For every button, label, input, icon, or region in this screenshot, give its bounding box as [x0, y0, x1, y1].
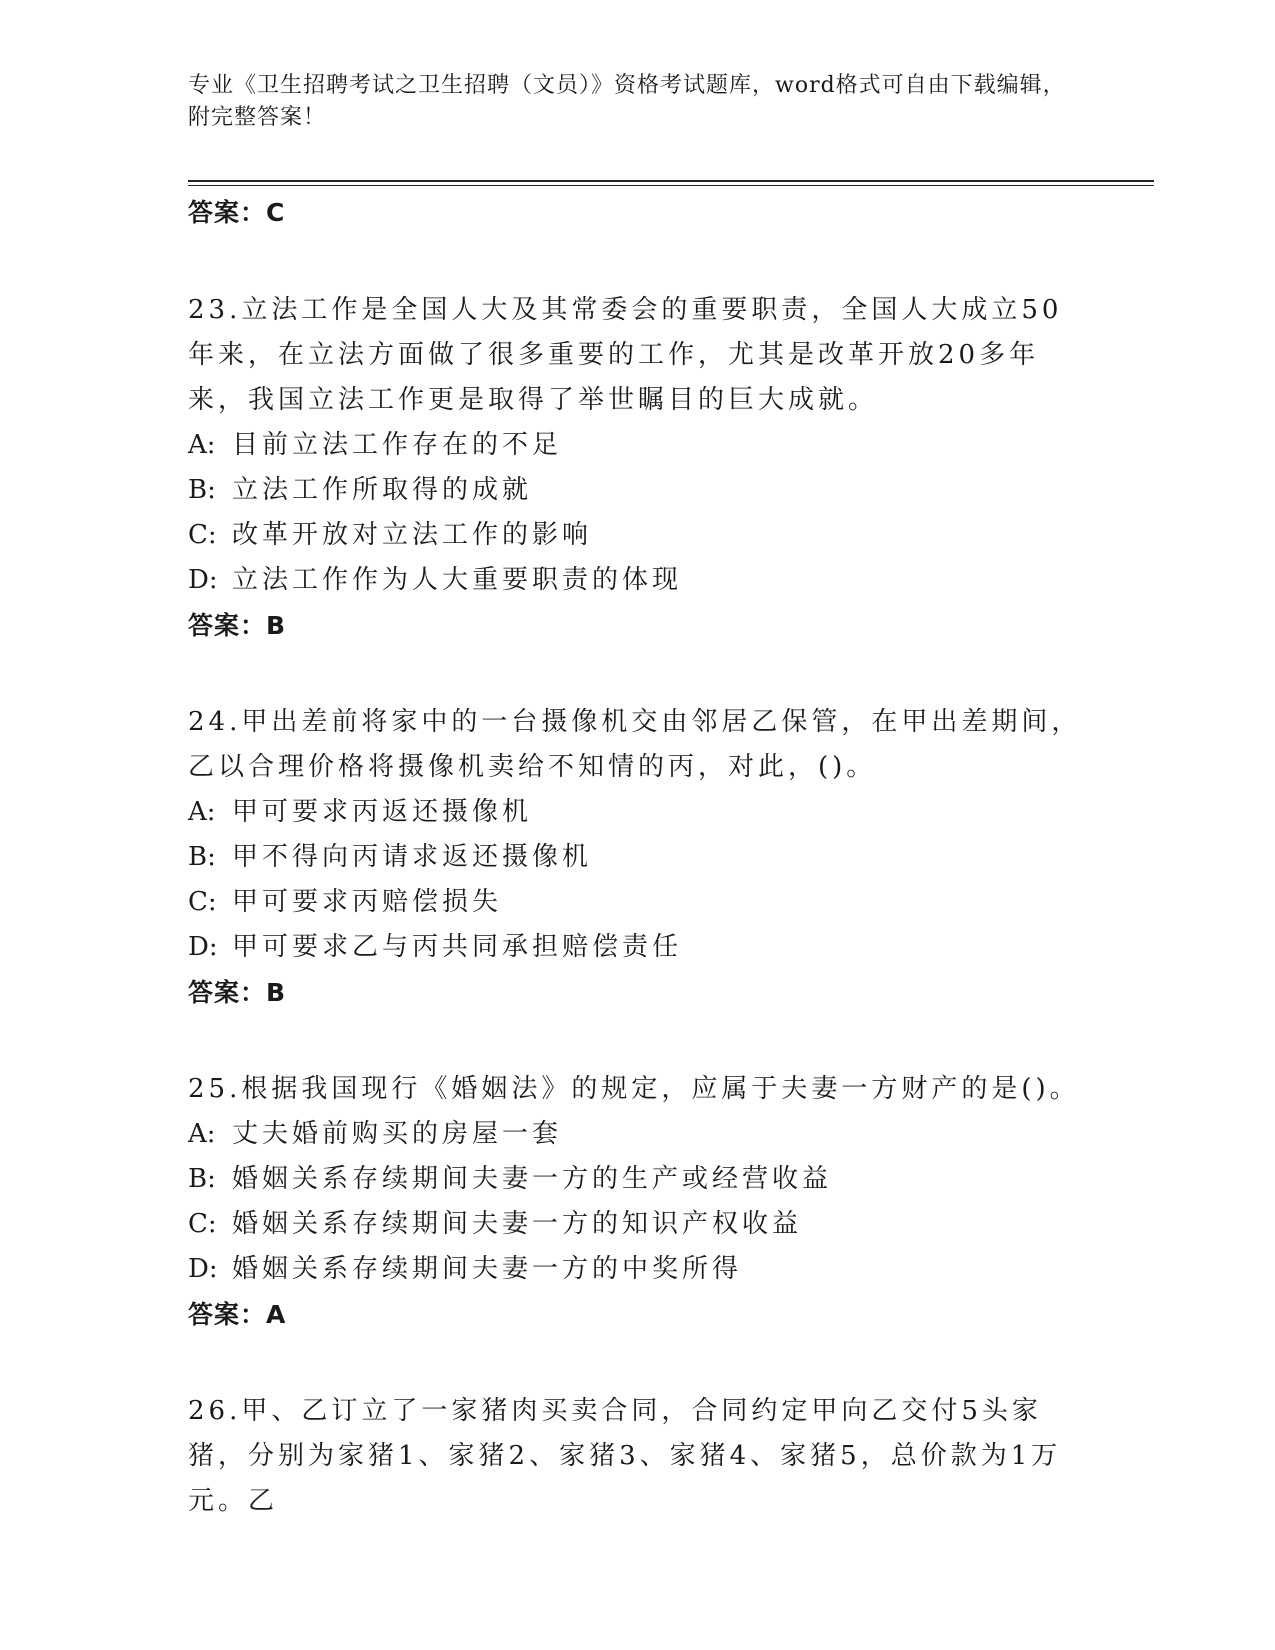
question-25	[188, 1067, 1088, 1338]
option-d	[188, 925, 1088, 970]
question-list	[188, 189, 1088, 1524]
option-text: 甲可要求乙与丙共同承担赔偿责任	[232, 932, 683, 962]
option-b	[188, 468, 1088, 513]
answer-line: 答案：B	[188, 978, 287, 1007]
option-c	[188, 880, 1088, 925]
option-text: 改革开放对立法工作的影响	[232, 520, 593, 550]
answer-line: 答案：B	[188, 611, 287, 640]
option-letter: C:	[188, 1209, 217, 1239]
previous-answer: 答案：C	[188, 198, 286, 227]
option-c	[188, 513, 1088, 558]
document-header	[188, 70, 1088, 134]
option-d	[188, 1247, 1088, 1292]
option-letter: D:	[188, 565, 218, 595]
question-stem: 23.立法工作是全国人大及其常委会的重要职责，全国人大成立50年来，在立法方面做了很多重要的工作，尤其是改革开放20多年来，我国立法工作更是取得了举世瞩目的巨大成就。	[188, 295, 1063, 415]
option-text: 婚姻关系存续期间夫妻一方的中奖所得	[232, 1254, 743, 1284]
option-a	[188, 423, 1088, 468]
option-text: 立法工作作为人大重要职责的体现	[232, 565, 683, 595]
question-26	[188, 1389, 1088, 1524]
option-a	[188, 1112, 1088, 1157]
question-stem: 24.甲出差前将家中的一台摄像机交由邻居乙保管，在甲出差期间，乙以合理价格将摄像机卖给不知情的丙，对此，()。	[188, 707, 1082, 782]
option-letter: B:	[188, 842, 216, 872]
option-letter: A:	[188, 797, 216, 827]
question-stem: 26.甲、乙订立了一家猪肉买卖合同，合同约定甲向乙交付5头家猪，分别为家猪1、家猪2、家猪3、家猪4、家猪5，总价款为1万元。乙	[188, 1396, 1062, 1516]
header-divider-thin	[188, 185, 1154, 186]
option-text: 婚姻关系存续期间夫妻一方的知识产权收益	[232, 1209, 803, 1239]
option-letter: B:	[188, 475, 216, 505]
option-text: 丈夫婚前购买的房屋一套	[232, 1119, 563, 1149]
answer-line: 答案：A	[188, 1300, 287, 1329]
question-24	[188, 700, 1088, 1016]
option-text: 婚姻关系存续期间夫妻一方的生产或经营收益	[232, 1164, 833, 1194]
option-letter: D:	[188, 932, 218, 962]
option-letter: C:	[188, 520, 217, 550]
header-text: 专业《卫生招聘考试之卫生招聘（文员）》资格考试题库，word格式可自由下载编辑，附完整答案！	[188, 73, 1066, 130]
option-text: 立法工作所取得的成就	[232, 475, 533, 505]
header-divider-thick	[188, 180, 1154, 182]
option-b	[188, 835, 1088, 880]
option-d	[188, 558, 1088, 603]
option-text: 甲可要求丙返还摄像机	[232, 797, 533, 827]
option-b	[188, 1157, 1088, 1202]
option-letter: C:	[188, 887, 217, 917]
option-letter: A:	[188, 1119, 216, 1149]
option-text: 甲可要求丙赔偿损失	[232, 887, 503, 917]
option-letter: B:	[188, 1164, 216, 1194]
option-a	[188, 790, 1088, 835]
option-text: 甲不得向丙请求返还摄像机	[232, 842, 593, 872]
option-c	[188, 1202, 1088, 1247]
question-stem: 25.根据我国现行《婚姻法》的规定，应属于夫妻一方财产的是()。	[188, 1074, 1080, 1104]
option-letter: D:	[188, 1254, 218, 1284]
option-text: 目前立法工作存在的不足	[232, 430, 563, 460]
question-23	[188, 288, 1088, 649]
option-letter: A:	[188, 430, 216, 460]
